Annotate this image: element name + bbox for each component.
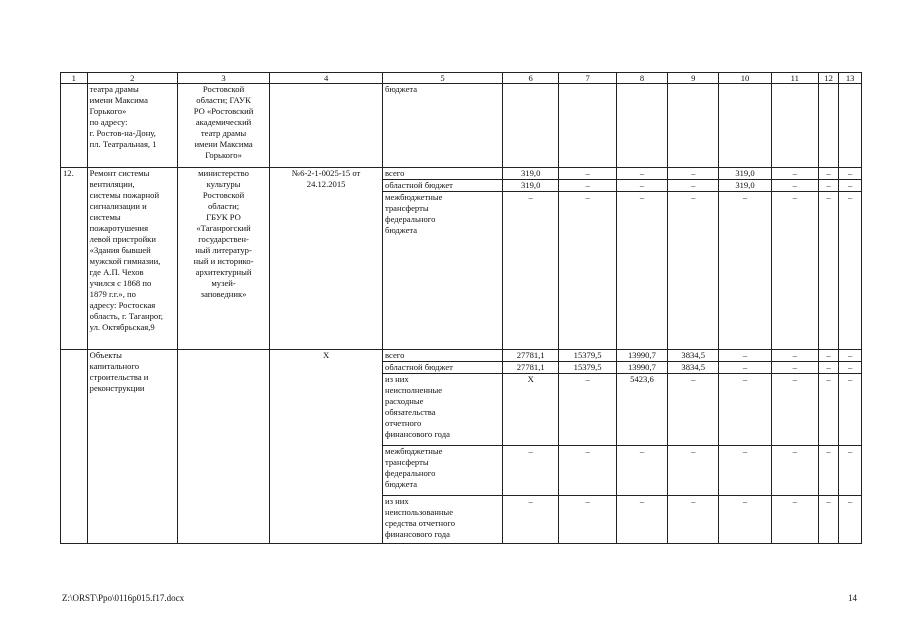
budget-table xyxy=(60,72,862,544)
table-row xyxy=(61,168,862,180)
value-cell: 27781,1 xyxy=(503,362,559,374)
col-header: 13 xyxy=(839,73,862,84)
value-cell: – xyxy=(818,350,839,362)
document-cell: №6-2-1-0025-15 от 24.12.2015 xyxy=(270,168,383,350)
value-cell: – xyxy=(818,446,839,496)
col-header: 10 xyxy=(719,73,771,84)
funding-source-cell: из них неиспользованные средства отчетного финансового года xyxy=(383,496,503,544)
col-header: 8 xyxy=(616,73,667,84)
col-header: 9 xyxy=(668,73,719,84)
col-header: 2 xyxy=(87,73,177,84)
funding-source-cell: межбюджетные трансферты федерального бюджета xyxy=(383,192,503,350)
value-cell: – xyxy=(503,496,559,544)
table-row xyxy=(61,84,862,168)
value-cell: – xyxy=(616,168,667,180)
value-cell: 3834,5 xyxy=(668,350,719,362)
object-name-cell: Объекты капитального строительства и реконструкции xyxy=(87,350,177,544)
value-cell: – xyxy=(771,496,818,544)
value-cell: – xyxy=(668,496,719,544)
col-header: 4 xyxy=(270,73,383,84)
value-cell: 5423,6 xyxy=(616,374,667,446)
funding-source-cell: областной бюджет xyxy=(383,362,503,374)
value-cell: – xyxy=(771,168,818,180)
footer-file-path: Z:\ORST\Ppo\0116p015.f17.docx xyxy=(62,593,185,603)
value-cell: – xyxy=(839,446,862,496)
value-cell: – xyxy=(771,362,818,374)
funding-source-cell: всего xyxy=(383,168,503,180)
value-cell: – xyxy=(839,192,862,350)
value-cell: – xyxy=(503,446,559,496)
value-cell: – xyxy=(771,446,818,496)
value-cell: 319,0 xyxy=(503,180,559,192)
value-cell: 13990,7 xyxy=(616,350,667,362)
value-cell: – xyxy=(719,350,771,362)
value-cell: – xyxy=(668,192,719,350)
col-header: 3 xyxy=(177,73,269,84)
value-cell: – xyxy=(818,180,839,192)
footer-page-number: 14 xyxy=(848,593,857,603)
value-cell: Х xyxy=(503,374,559,446)
value-cell: – xyxy=(771,374,818,446)
value-cell: – xyxy=(668,374,719,446)
value-cell: – xyxy=(559,446,616,496)
value-cell: 13990,7 xyxy=(616,362,667,374)
value-cell: – xyxy=(559,168,616,180)
value-cell: – xyxy=(559,496,616,544)
funding-source-cell: бюджета xyxy=(383,84,503,168)
col-header: 7 xyxy=(559,73,616,84)
object-name-cell: театра драмы имени Максима Горького» по адресу: г. Ростов-на-Дону, пл. Театральная, 1 xyxy=(87,84,177,168)
value-cell: – xyxy=(719,496,771,544)
value-cell: 27781,1 xyxy=(503,350,559,362)
value-cell: 319,0 xyxy=(719,180,771,192)
col-header: 1 xyxy=(61,73,88,84)
value-cell: – xyxy=(668,446,719,496)
value-cell: – xyxy=(818,192,839,350)
value-cell: – xyxy=(839,496,862,544)
value-cell: – xyxy=(616,180,667,192)
responsible-cell: Ростовской области; ГАУК РО «Ростовский академический театр драмы имени Максима Горького» xyxy=(177,84,269,168)
funding-source-cell: областной бюджет xyxy=(383,180,503,192)
value-cell: – xyxy=(719,446,771,496)
value-cell: – xyxy=(771,180,818,192)
document-cell: Х xyxy=(270,350,383,544)
value-cell: – xyxy=(668,168,719,180)
value-cell: – xyxy=(818,168,839,180)
value-cell: – xyxy=(719,374,771,446)
col-header: 12 xyxy=(818,73,839,84)
table-row xyxy=(61,350,862,362)
object-name-cell: Ремонт системы вентиляции, системы пожарной сигнализации и системы пожаротушения левой пристройки «Здания бывшей мужской гимназии, где А.П. Чехов учился с 1868 по 1879 г.г.», по адресу: Ростоская область, г. Таганрог, ул. Октябрьская,9 xyxy=(87,168,177,350)
value-cell: – xyxy=(616,446,667,496)
value-cell: – xyxy=(719,362,771,374)
col-header: 11 xyxy=(771,73,818,84)
value-cell: – xyxy=(559,374,616,446)
funding-source-cell: межбюджетные трансферты федерального бюджета xyxy=(383,446,503,496)
value-cell: 319,0 xyxy=(503,168,559,180)
value-cell: – xyxy=(839,374,862,446)
value-cell: – xyxy=(818,496,839,544)
value-cell: – xyxy=(559,192,616,350)
value-cell: – xyxy=(719,192,771,350)
value-cell: – xyxy=(503,192,559,350)
value-cell: – xyxy=(839,180,862,192)
value-cell: 3834,5 xyxy=(668,362,719,374)
value-cell: – xyxy=(839,362,862,374)
value-cell: – xyxy=(559,180,616,192)
value-cell: – xyxy=(771,350,818,362)
responsible-cell: министерство культуры Ростовской области; ГБУК РО «Таганрогский государствен- ный литератур- ный и историко- архитектурный музей- заповедник» xyxy=(177,168,269,350)
value-cell: – xyxy=(818,374,839,446)
col-header: 6 xyxy=(503,73,559,84)
row-number: 12. xyxy=(61,168,88,350)
col-header: 5 xyxy=(383,73,503,84)
value-cell: 15379,5 xyxy=(559,362,616,374)
value-cell: – xyxy=(818,362,839,374)
funding-source-cell: всего xyxy=(383,350,503,362)
value-cell: – xyxy=(668,180,719,192)
table-header-row xyxy=(61,73,862,84)
value-cell: – xyxy=(616,496,667,544)
value-cell: – xyxy=(616,192,667,350)
value-cell: – xyxy=(839,168,862,180)
value-cell: – xyxy=(771,192,818,350)
value-cell: 15379,5 xyxy=(559,350,616,362)
value-cell: – xyxy=(839,350,862,362)
funding-source-cell: из них неисполненные расходные обязательства отчетного финансового года xyxy=(383,374,503,446)
value-cell: 319,0 xyxy=(719,168,771,180)
